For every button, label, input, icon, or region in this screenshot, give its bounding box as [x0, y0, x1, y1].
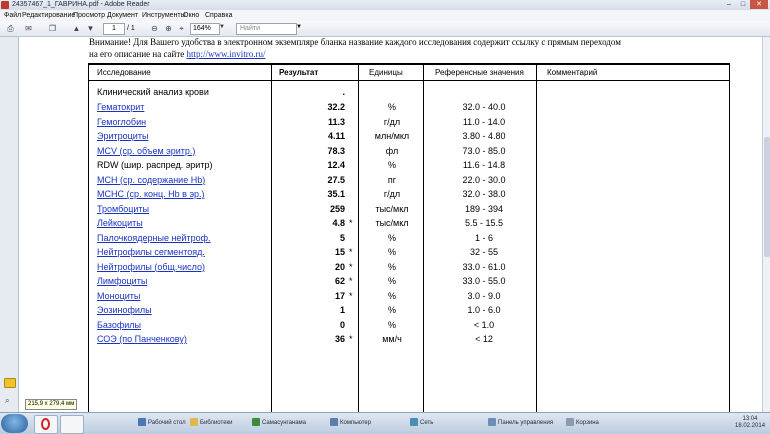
scroll-thumb[interactable]	[764, 137, 770, 257]
section-result-dot: .	[342, 87, 345, 97]
table-row	[89, 129, 729, 143]
test-result: 17	[334, 290, 345, 301]
test-unit: %	[387, 247, 396, 257]
copy-icon[interactable]: ❐	[48, 24, 57, 33]
test-name[interactable]: Нейтрофилы сегментояд.	[97, 247, 205, 257]
test-unit: %	[387, 261, 396, 272]
test-result: 1	[339, 305, 345, 315]
table-row	[89, 144, 729, 158]
page-number-input[interactable]: 1	[103, 23, 125, 35]
test-unit: %	[387, 276, 396, 286]
test-reference: < 1.0	[473, 319, 495, 330]
test-name[interactable]: Гемоглобин	[97, 116, 147, 127]
test-name[interactable]: Эозинофилы	[97, 305, 152, 315]
out-of-range-flag: *	[349, 261, 353, 272]
test-result: 15	[334, 247, 345, 257]
test-unit: %	[387, 102, 396, 112]
comment-icon[interactable]	[4, 378, 16, 388]
header-reference: Референсные значения	[435, 68, 524, 77]
start-button[interactable]	[1, 414, 28, 433]
navigation-panel	[0, 37, 19, 412]
test-unit: млн/мкл	[374, 131, 410, 141]
header-units: Единицы	[369, 68, 403, 77]
test-unit: тыс/мкл	[375, 218, 409, 228]
table-row	[89, 202, 729, 216]
table-row	[89, 100, 729, 114]
test-reference: 1.0 - 6.0	[467, 305, 501, 315]
folder-icon	[252, 418, 260, 426]
opera-icon	[41, 418, 50, 430]
notice-line-1: Внимание! Для Вашего удобства в электронном экземпляре бланка название каждого исследования содержит ссылку с прямым переходом	[89, 37, 621, 47]
share-icon[interactable]: ✉	[25, 24, 32, 33]
test-result: 0	[339, 319, 345, 330]
test-unit: %	[387, 319, 396, 330]
test-name[interactable]: Лимфоциты	[97, 276, 148, 286]
table-row	[89, 173, 729, 187]
test-name[interactable]: Эритроциты	[97, 131, 149, 141]
test-result: 20	[334, 261, 345, 272]
table-row	[89, 332, 729, 346]
test-reference: 11.6 - 14.8	[462, 160, 506, 170]
taskbar-item[interactable]	[410, 415, 433, 432]
menu-window[interactable]: Окно	[183, 12, 200, 19]
test-result: 4.8	[332, 218, 345, 228]
table-row	[89, 274, 729, 288]
test-name[interactable]: Моноциты	[97, 290, 141, 301]
toolbar	[0, 21, 770, 37]
next-page-icon[interactable]: ▼	[86, 24, 95, 33]
out-of-range-flag: *	[349, 334, 353, 344]
header-result: Результат	[279, 68, 319, 77]
test-unit: %	[387, 290, 396, 301]
zoom-in-icon[interactable]: ⊕	[165, 24, 172, 33]
taskbar-item-label: Сеть	[420, 420, 434, 426]
test-unit: %	[387, 160, 396, 170]
test-reference: 189 - 394	[464, 203, 504, 214]
taskbar-item-label: Компьютер	[340, 420, 372, 426]
test-reference: < 12	[475, 334, 493, 344]
notice-line-2	[89, 49, 265, 59]
window-controls	[722, 0, 768, 10]
test-name[interactable]: Лейкоциты	[97, 218, 143, 228]
section-title: Клинический анализ крови	[97, 87, 209, 97]
test-result: 32.2	[327, 102, 345, 112]
test-name: RDW (шир. распред. эритр)	[97, 160, 213, 170]
test-unit: %	[387, 232, 396, 243]
prev-page-icon[interactable]: ▲	[72, 24, 81, 33]
menu-tools[interactable]: Инструменты	[142, 12, 186, 19]
test-unit: г/дл	[383, 116, 401, 127]
taskbar-item-label: Панель управления	[498, 420, 554, 426]
taskbar-item-label: Библиотеки	[200, 420, 233, 426]
test-reference: 1 - 6	[474, 232, 493, 243]
table-row	[89, 303, 729, 317]
table-row	[89, 216, 729, 230]
attachment-icon[interactable]: ⌕	[5, 396, 10, 405]
table-row	[89, 289, 729, 303]
table-row	[89, 260, 729, 274]
header-study: Исследование	[97, 68, 151, 77]
header-divider	[89, 80, 729, 81]
test-reference: 32.0 - 40.0	[462, 102, 506, 112]
test-reference: 32.0 - 38.0	[462, 189, 506, 199]
invitro-link[interactable]: http://www.invitro.ru/	[186, 49, 266, 59]
print-icon[interactable]: ⎙	[7, 24, 14, 33]
test-name[interactable]: СОЭ (по Панченкову)	[97, 334, 187, 344]
header-comment: Комментарий	[547, 68, 598, 77]
reader-taskbar-button[interactable]	[60, 415, 84, 434]
taskbar-item[interactable]	[138, 415, 186, 432]
test-result: 78.3	[327, 145, 345, 156]
clock-date: 18.02.2014	[735, 423, 766, 429]
folder-icon	[138, 418, 146, 426]
test-unit: пг	[387, 174, 397, 185]
folder-icon	[488, 418, 496, 426]
test-result: 27.5	[327, 174, 345, 185]
test-name[interactable]: MCV (ср. объем эритр.)	[97, 145, 196, 156]
test-result: 259	[329, 203, 345, 214]
test-reference: 3.0 - 9.0	[467, 290, 501, 301]
taskbar-item[interactable]	[330, 415, 371, 432]
menu-help[interactable]: Справка	[205, 12, 233, 19]
test-name[interactable]: MCHC (ср. конц. Hb в эр.)	[97, 189, 205, 199]
opera-taskbar-button[interactable]	[34, 415, 58, 434]
zoom-tool-icon[interactable]: ⌖	[179, 24, 184, 33]
folder-icon	[566, 418, 574, 426]
table-row	[89, 115, 729, 129]
test-unit: фл	[385, 145, 399, 156]
taskbar-item-label: Самасунганама	[262, 420, 307, 426]
out-of-range-flag: *	[349, 290, 353, 301]
table-row	[89, 187, 729, 201]
test-reference: 32 - 55	[469, 247, 499, 257]
test-unit: г/дл	[383, 189, 401, 199]
table-row	[89, 158, 729, 172]
out-of-range-flag: *	[349, 247, 353, 257]
maximize-button[interactable]: □	[740, 1, 746, 8]
page-total: / 1	[127, 25, 135, 32]
window-title: 24357467_1_ГАВРИНА.pdf - Adobe Reader	[12, 1, 150, 8]
table-row	[89, 318, 729, 332]
menu-edit[interactable]: Редактирование	[22, 12, 76, 19]
taskbar-item[interactable]	[190, 415, 233, 432]
folder-icon	[190, 418, 198, 426]
zoom-dropdown-icon[interactable]: ▼	[219, 24, 225, 30]
taskbar-item-label: Корзина	[576, 420, 599, 426]
test-reference: 5.5 - 15.5	[464, 218, 504, 228]
test-result: 5	[339, 232, 345, 243]
taskbar-item-label: Рабочий стол	[148, 420, 186, 426]
clock-time: 13:04	[742, 416, 758, 422]
out-of-range-flag: *	[349, 218, 353, 228]
document-view	[19, 37, 762, 412]
test-name[interactable]: Тромбоциты	[97, 203, 150, 214]
test-reference: 3.80 - 4.80	[462, 131, 506, 141]
test-result: 4.11	[327, 131, 345, 141]
taskbar-item[interactable]	[566, 415, 599, 432]
folder-icon	[330, 418, 338, 426]
test-name[interactable]: Нейтрофилы (общ.число)	[97, 261, 205, 272]
taskbar-item[interactable]	[488, 415, 553, 432]
table-row	[89, 245, 729, 259]
page-size-indicator: 215,9 x 279,4 мм	[25, 399, 77, 410]
menu-view[interactable]: Просмотр	[73, 12, 105, 19]
taskbar-item[interactable]	[252, 415, 306, 432]
folder-icon	[410, 418, 418, 426]
test-result: 35.1	[327, 189, 345, 199]
notice-prefix: на его описание на сайте	[89, 49, 187, 59]
search-input[interactable]: Найти	[236, 23, 297, 35]
test-name[interactable]: Гематокрит	[97, 102, 145, 112]
test-result: 62	[334, 276, 345, 286]
close-button[interactable]: ✕	[750, 0, 768, 9]
test-unit: мм/ч	[382, 334, 402, 344]
test-reference: 11.0 - 14.0	[462, 116, 506, 127]
menu-document[interactable]: Документ	[107, 12, 139, 19]
test-result: 36	[334, 334, 345, 344]
test-unit: %	[387, 305, 396, 315]
menu-file[interactable]: Файл	[4, 12, 22, 19]
test-reference: 33.0 - 55.0	[462, 276, 506, 286]
test-name[interactable]: Базофилы	[97, 319, 141, 330]
test-result: 12.4	[327, 160, 345, 170]
out-of-range-flag: *	[349, 276, 353, 286]
taskbar	[0, 412, 770, 434]
test-result: 11.3	[327, 116, 345, 127]
results-table	[88, 63, 730, 412]
vertical-scrollbar[interactable]	[762, 37, 770, 412]
section-row	[89, 85, 729, 99]
zoom-out-icon[interactable]: ⊖	[151, 24, 158, 33]
test-unit: тыс/мкл	[375, 203, 409, 214]
minimize-button[interactable]: –	[727, 1, 731, 8]
test-name[interactable]: MCH (ср. содержание Hb)	[97, 174, 206, 185]
test-reference: 73.0 - 85.0	[462, 145, 506, 156]
clock[interactable]	[735, 416, 765, 430]
adobe-reader-icon	[1, 1, 9, 9]
table-row	[89, 231, 729, 245]
zoom-level-field[interactable]: 164%	[190, 23, 220, 35]
test-name[interactable]: Палочкоядерные нейтроф.	[97, 232, 211, 243]
search-dropdown-icon[interactable]: ▼	[296, 24, 302, 30]
test-reference: 22.0 - 30.0	[462, 174, 506, 185]
test-reference: 33.0 - 61.0	[462, 261, 506, 272]
